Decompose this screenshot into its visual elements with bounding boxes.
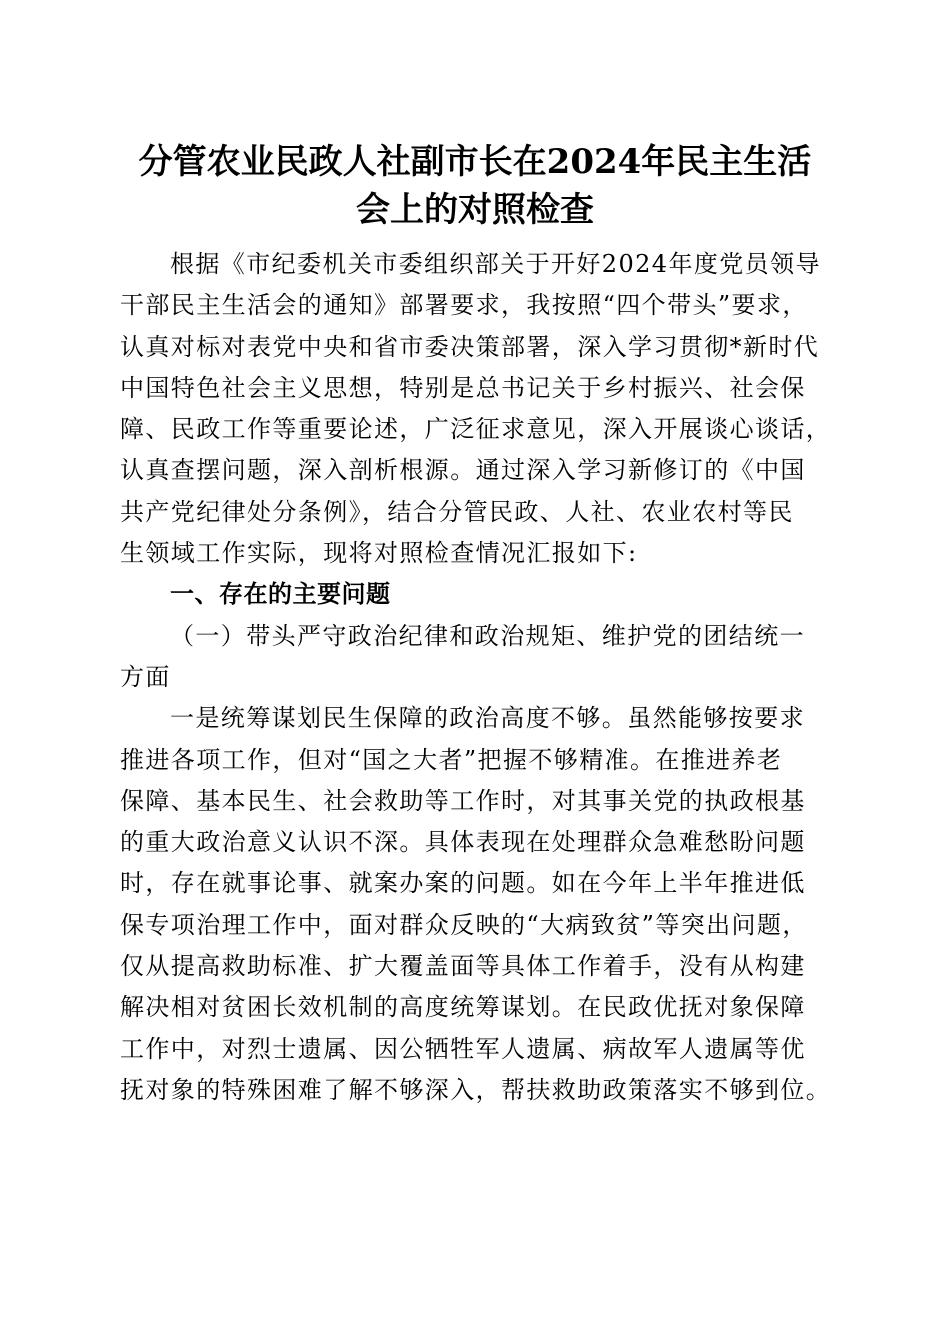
paragraph-line: 共产党纪律处分条例》，结合分管民政、人社、农业农村等民 (120, 497, 794, 526)
paragraph-line: 障、民政工作等重要论述，广泛征求意见，深入开展谈心谈话， (120, 415, 832, 444)
document-title (120, 138, 830, 234)
paragraph-line: 中国特色社会主义思想，特别是总书记关于乡村振兴、社会保 (120, 373, 806, 402)
paragraph-line: 保障、基本民生、社会救助等工作时，对其事关党的执政根基 (120, 786, 806, 815)
paragraph-line: 一是统筹谋划民生保障的政治高度不够。虽然能够按要求 (170, 704, 805, 733)
paragraph-line: 推进各项工作，但对“国之大者”把握不够精准。在推进养老 (120, 745, 783, 774)
paragraph-line: 认真查摆问题，深入剖析根源。通过深入学习新修订的《中国 (120, 456, 806, 485)
paragraph-line: 时，存在就事论事、就案办案的问题。如在今年上半年推进低 (120, 869, 806, 898)
section-heading: 一、存在的主要问题 (170, 580, 391, 609)
paragraph-line: 解决相对贫困长效机制的高度统筹谋划。在民政优抚对象保障 (120, 993, 806, 1022)
paragraph-line: 工作中，对烈士遗属、因公牺牲军人遗属、病故军人遗属等优 (120, 1034, 806, 1063)
paragraph-line: 抚对象的特殊困难了解不够深入，帮扶救助政策落实不够到位。 (120, 1075, 832, 1104)
paragraph-line: 生领域工作实际，现将对照检查情况汇报如下: (120, 539, 638, 568)
paragraph-line: 方面 (120, 662, 171, 691)
paragraph-line: 保专项治理工作中，面对群众反映的“大病致贫”等突出问题， (120, 910, 808, 939)
paragraph-line: 根据《市纪委机关市委组织部关于开好2024年度党员领导 (170, 250, 821, 278)
paragraph-line: （一）带头严守政治纪律和政治规矩、维护党的团结统一 (170, 621, 805, 650)
title-line: 会上的对照检查 (356, 190, 594, 230)
paragraph-line: 仅从提高救助标准、扩大覆盖面等具体工作着手，没有从构建 (120, 952, 806, 981)
paragraph-line: 的重大政治意义认识不深。具体表现在处理群众急难愁盼问题 (120, 828, 806, 857)
title-line: 分管农业民政人社副市长在2024年民主生活 (138, 142, 812, 182)
paragraph-line: 干部民主生活会的通知》部署要求，我按照“四个带头”要求， (120, 291, 808, 320)
document-body (120, 244, 830, 1111)
paragraph-line: 认真对标对表党中央和省市委决策部署，深入学习贯彻*新时代 (120, 332, 820, 361)
